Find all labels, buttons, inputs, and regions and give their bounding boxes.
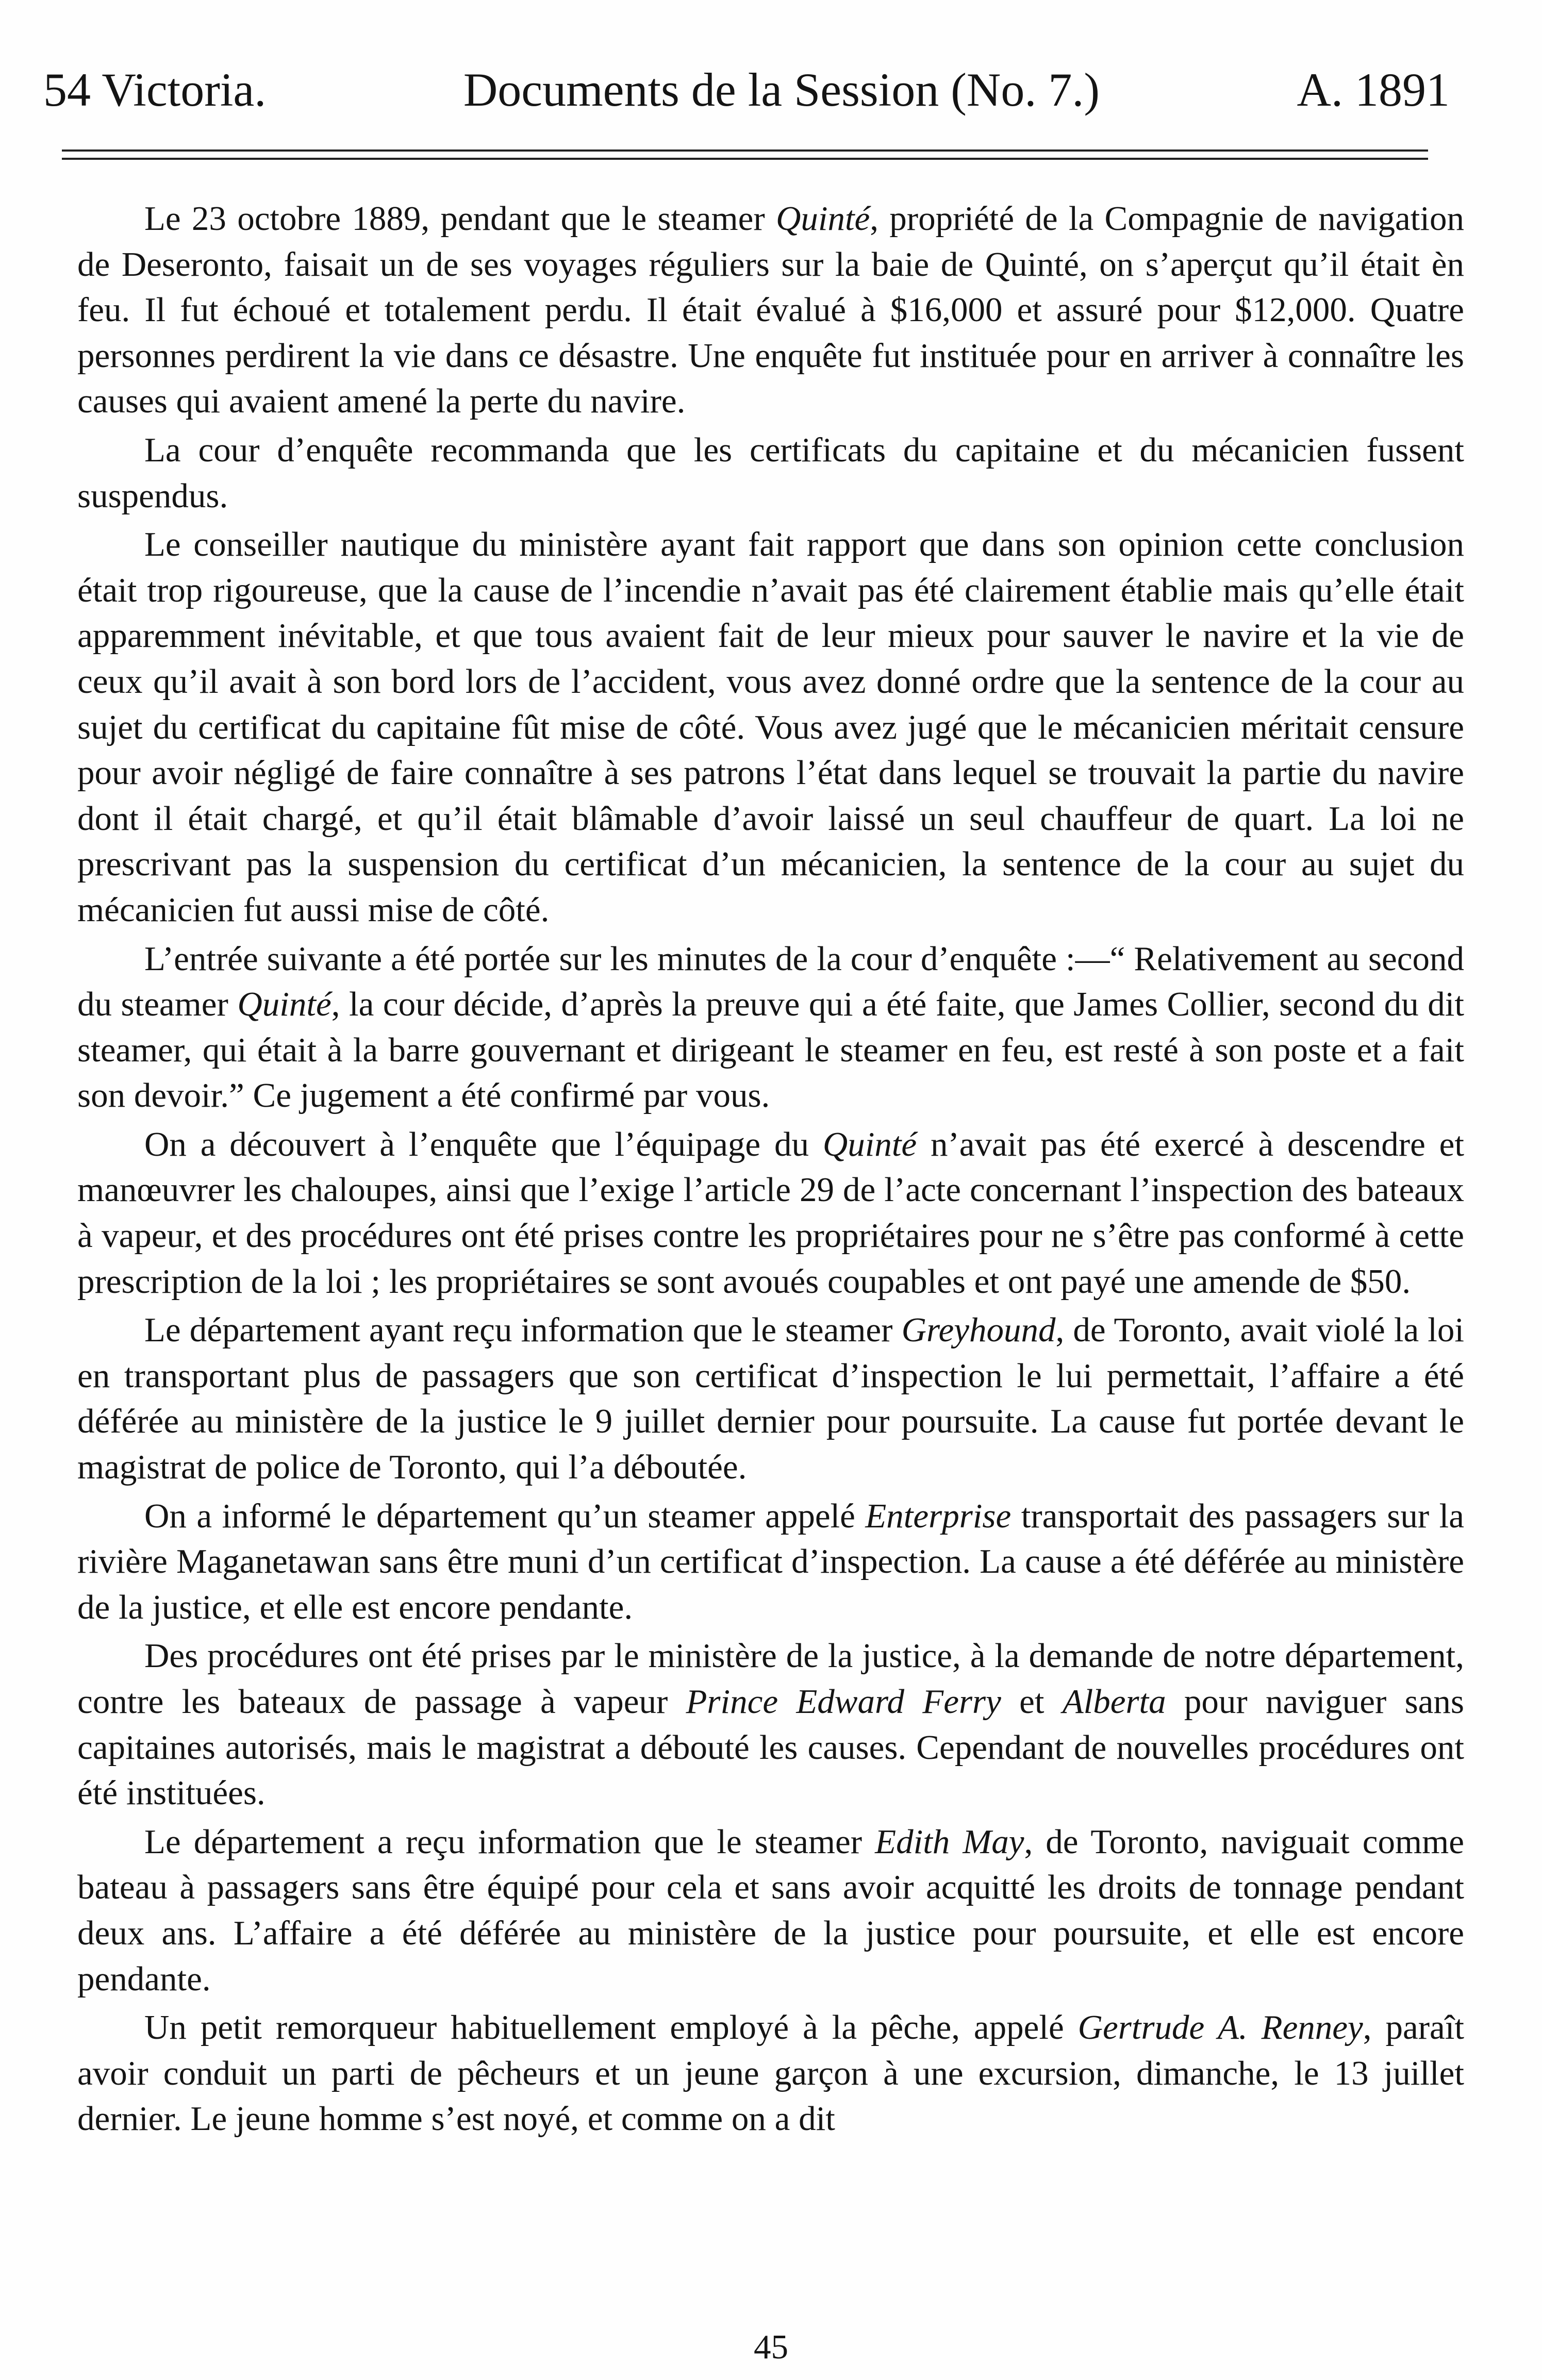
vessel-name: Enterprise [865, 1496, 1012, 1535]
text-run: , de Toronto, avait violé la loi en transportant plus de passagers que son certificat d’inspection le lui permettait, l’affaire a été déférée au ministère de la justice le 9 juillet dernier pour poursuite. La cause fut portée devant le magistrat de police de Toronto, qui l’a déboutée. [77, 1311, 1464, 1487]
running-header [43, 52, 1450, 116]
text-run: Des procédures ont été prises par le ministère de la justice, à la demande de notre département, contre les bateaux de passage à vapeur [77, 1637, 1464, 1721]
text-run: , propriété de la Compagnie de navigation de Deseronto, faisait un de ses voyages réguliers sur la baie de Quinté, on s’aperçut qu’il était èn feu. Il fut échoué et totalement perdu. Il était évalué à $16,000 et assuré pour $12,000. Quatre personnes perdirent la vie dans ce désastre. Une enquête fut instituée pour en arriver à connaître les causes qui avaient amené la perte du navire. [77, 199, 1464, 421]
paragraph [77, 936, 1464, 1119]
text-run: Le département a reçu information que le steamer [144, 1822, 875, 1861]
paragraph [77, 522, 1464, 933]
body-text [77, 196, 1464, 2145]
paragraph [77, 1633, 1464, 1816]
vessel-name: Quinté [237, 985, 331, 1024]
text-run: et [1001, 1683, 1063, 1721]
text-run: L’entrée suivante a été portée sur les minutes de la cour d’enquête :—“ Relativement au second du steamer [77, 939, 1464, 1024]
header-year: A. 1891 [1297, 63, 1450, 116]
paragraph [77, 1819, 1464, 2002]
paragraph [77, 2005, 1464, 2142]
text-run: Le conseiller nautique du ministère ayant fait rapport que dans son opinion cette conclusion était trop rigoureuse, que la cause de l’incendie n’avait pas été clairement établie mais qu’elle était apparemment inévitable, et que tous avaient fait de leur mieux pour sauver le navire et la vie de ceux qu’il avait à son bord lors de l’accident, vous avez donné ordre que la sentence de la cour au sujet du certificat du capitaine fût mise de côté. Vous avez jugé que le mécanicien méritait censure pour avoir négligé de faire connaître à ses patrons l’état dans lequel se trouvait la partie du navire dont il était chargé, et qu’il était blâmable d’avoir laissé un seul chauffeur de quart. La loi ne prescrivant pas la suspension du certificat d’un mécanicien, la sentence de la cour au sujet du mécanicien fut aussi mise de côté. [77, 525, 1464, 929]
header-volume: 54 Victoria. [43, 63, 267, 116]
paragraph [77, 196, 1464, 424]
page-number: 45 [754, 2328, 788, 2366]
vessel-name: Quinté [775, 199, 870, 238]
text-run: On a découvert à l’enquête que l’équipage du [144, 1125, 823, 1163]
paragraph [77, 427, 1464, 519]
vessel-name: Prince Edward Ferry [686, 1683, 1001, 1721]
vessel-name: Quinté [822, 1125, 917, 1163]
paragraph [77, 1307, 1464, 1490]
vessel-name: Greyhound [901, 1311, 1056, 1350]
header-title: Documents de la Session (No. 7.) [463, 63, 1100, 116]
text-run: , de Toronto, naviguait comme bateau à passagers sans être équipé pour cela et sans avoir acquitté les droits de tonnage pendant deux ans. L’affaire a été déférée au ministère de la justice pour poursuite, et elle est encore pendante. [77, 1822, 1464, 1998]
text-run: On a informé le département qu’un steamer appelé [144, 1496, 866, 1535]
vessel-name: Gertrude A. Renney [1077, 2008, 1363, 2047]
text-run: Le département ayant reçu information que le steamer [144, 1311, 902, 1350]
vessel-name: Alberta [1062, 1683, 1166, 1721]
text-run: , paraît avoir conduit un parti de pêcheurs et un jeune garçon à une excursion, dimanche, le 13 juillet dernier. Le jeune homme s’est noyé, et comme on a dit [77, 2008, 1464, 2138]
text-run: La cour d’enquête recommanda que les certificats du capitaine et du mécanicien fussent suspendus. [77, 430, 1464, 515]
vessel-name: Edith May [875, 1822, 1024, 1861]
header-rule-bottom [62, 158, 1428, 160]
text-run: n’avait pas été exercé à descendre et manœuvrer les chaloupes, ainsi que l’exige l’article 29 de l’acte concernant l’inspection des bateaux à vapeur, et des procédures ont été prises contre les propriétaires pour ne s’être pas conformé à cette prescription de la loi ; les propriétaires se sont avoués coupables et ont payé une amende de $50. [77, 1125, 1465, 1301]
text-run: , la cour décide, d’après la preuve qui a été faite, que James Collier, second du dit steamer, qui était à la barre gouvernant et dirigeant le steamer en feu, est resté à son poste et a fait son devoir.” Ce jugement a été confirmé par vous. [77, 985, 1465, 1115]
paragraph [77, 1493, 1464, 1630]
text-run: transportait des passagers sur la rivière Maganetawan sans être muni d’un certificat d’inspection. La cause a été déférée au ministère de la justice, et elle est encore pendante. [77, 1496, 1464, 1626]
text-run: pour naviguer sans capitaines autorisés, mais le magistrat a débouté les causes. Cependant de nouvelles procédures ont été instituées. [77, 1683, 1464, 1812]
paragraph [77, 1122, 1464, 1304]
text-run: Un petit remorqueur habituellement employé à la pêche, appelé [144, 2008, 1078, 2047]
header-rule-top [62, 149, 1428, 152]
text-run: Le 23 octobre 1889, pendant que le steamer [144, 199, 776, 238]
